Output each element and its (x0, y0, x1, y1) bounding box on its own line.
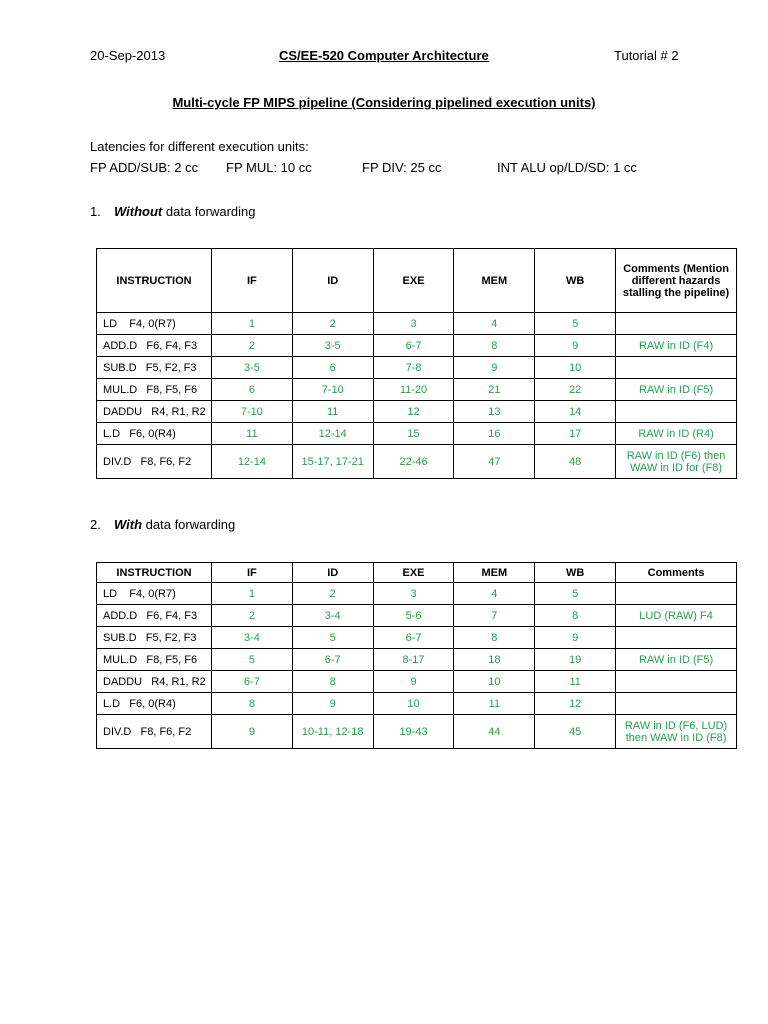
latencies-heading: Latencies for different execution units: (90, 139, 309, 154)
table-row (97, 379, 737, 401)
table-row (97, 649, 737, 671)
id-cell: 8 (292, 671, 373, 693)
latency-fp-mul: FP MUL: 10 cc (226, 160, 312, 175)
if-cell: 9 (211, 715, 292, 749)
mem-cell: 7 (454, 605, 535, 627)
comment-cell (616, 313, 737, 335)
if-cell: 1 (211, 313, 292, 335)
if-cell: 2 (211, 605, 292, 627)
latency-int-alu: INT ALU op/LD/SD: 1 cc (497, 160, 637, 175)
table-row (97, 583, 737, 605)
section-1-heading (90, 204, 255, 219)
exe-cell: 9 (373, 671, 454, 693)
wb-cell: 9 (535, 335, 616, 357)
table-row (97, 357, 737, 379)
header-if: IF (211, 249, 292, 313)
id-cell: 12-14 (292, 423, 373, 445)
id-cell: 7-10 (292, 379, 373, 401)
wb-cell: 12 (535, 693, 616, 715)
header-id: ID (292, 563, 373, 583)
id-cell: 6-7 (292, 649, 373, 671)
mem-cell: 21 (454, 379, 535, 401)
header-course-title: CS/EE-520 Computer Architecture (279, 48, 489, 63)
comment-cell (616, 583, 737, 605)
exe-cell: 12 (373, 401, 454, 423)
instruction-cell: LD F4, 0(R7) (97, 583, 212, 605)
wb-cell: 45 (535, 715, 616, 749)
id-cell: 9 (292, 693, 373, 715)
wb-cell: 9 (535, 627, 616, 649)
instruction-cell: DIV.D F8, F6, F2 (97, 445, 212, 479)
comment-cell: LUD (RAW) F4 (616, 605, 737, 627)
if-cell: 6 (211, 379, 292, 401)
exe-cell: 5-6 (373, 605, 454, 627)
header-exe: EXE (373, 563, 454, 583)
header-instruction: INSTRUCTION (97, 249, 212, 313)
comment-cell (616, 357, 737, 379)
table-row (97, 401, 737, 423)
exe-cell: 6-7 (373, 627, 454, 649)
latency-fp-div: FP DIV: 25 cc (362, 160, 442, 175)
exe-cell: 10 (373, 693, 454, 715)
id-cell: 3-4 (292, 605, 373, 627)
table-row (97, 715, 737, 749)
if-cell: 7-10 (211, 401, 292, 423)
wb-cell: 11 (535, 671, 616, 693)
mem-cell: 10 (454, 671, 535, 693)
instruction-cell: DADDU R4, R1, R2 (97, 671, 212, 693)
mem-cell: 8 (454, 335, 535, 357)
if-cell: 6-7 (211, 671, 292, 693)
wb-cell: 22 (535, 379, 616, 401)
if-cell: 3-5 (211, 357, 292, 379)
comment-cell: RAW in ID (F4) (616, 335, 737, 357)
exe-cell: 7-8 (373, 357, 454, 379)
exe-cell: 3 (373, 583, 454, 605)
wb-cell: 48 (535, 445, 616, 479)
exe-cell: 19-43 (373, 715, 454, 749)
if-cell: 11 (211, 423, 292, 445)
latencies-line (90, 160, 750, 178)
id-cell: 15-17, 17-21 (292, 445, 373, 479)
header-wb: WB (535, 563, 616, 583)
header-exe: EXE (373, 249, 454, 313)
table-header-row (97, 249, 737, 313)
instruction-cell: SUB.D F5, F2, F3 (97, 357, 212, 379)
mem-cell: 11 (454, 693, 535, 715)
header-mem: MEM (454, 249, 535, 313)
instruction-cell: ADD.D F6, F4, F3 (97, 335, 212, 357)
table-with-forwarding (96, 562, 737, 749)
id-cell: 2 (292, 313, 373, 335)
exe-cell: 22-46 (373, 445, 454, 479)
comment-cell: RAW in ID (F5) (616, 649, 737, 671)
mem-cell: 13 (454, 401, 535, 423)
header-if: IF (211, 563, 292, 583)
id-cell: 10-11, 12-18 (292, 715, 373, 749)
wb-cell: 5 (535, 313, 616, 335)
mem-cell: 8 (454, 627, 535, 649)
section-1-number: 1. (90, 204, 101, 219)
page-title: Multi-cycle FP MIPS pipeline (Considering pipelined execution units) (172, 95, 596, 110)
table-row (97, 693, 737, 715)
wb-cell: 5 (535, 583, 616, 605)
mem-cell: 16 (454, 423, 535, 445)
header-instruction: INSTRUCTION (97, 563, 212, 583)
section-2-emphasis: With (114, 517, 143, 532)
comment-cell (616, 627, 737, 649)
instruction-cell: MUL.D F8, F5, F6 (97, 649, 212, 671)
header-tutorial-number: Tutorial # 2 (614, 48, 679, 63)
if-cell: 3-4 (211, 627, 292, 649)
instruction-cell: L.D F6, 0(R4) (97, 423, 212, 445)
id-cell: 5 (292, 627, 373, 649)
mem-cell: 4 (454, 313, 535, 335)
header-comments: Comments (Mention different hazards stalling the pipeline) (616, 249, 737, 313)
mem-cell: 18 (454, 649, 535, 671)
table-row (97, 671, 737, 693)
header-id: ID (292, 249, 373, 313)
comment-cell: RAW in ID (F6, LUD) then WAW in ID (F8) (616, 715, 737, 749)
comment-cell (616, 401, 737, 423)
instruction-cell: LD F4, 0(R7) (97, 313, 212, 335)
if-cell: 8 (211, 693, 292, 715)
section-1-emphasis: Without (114, 204, 163, 219)
table-row (97, 445, 737, 479)
exe-cell: 8-17 (373, 649, 454, 671)
section-1-rest: data forwarding (162, 204, 256, 219)
table-header-row (97, 563, 737, 583)
comment-cell: RAW in ID (R4) (616, 423, 737, 445)
instruction-cell: SUB.D F5, F2, F3 (97, 627, 212, 649)
exe-cell: 15 (373, 423, 454, 445)
comment-cell (616, 671, 737, 693)
mem-cell: 47 (454, 445, 535, 479)
instruction-cell: MUL.D F8, F5, F6 (97, 379, 212, 401)
exe-cell: 11-20 (373, 379, 454, 401)
id-cell: 2 (292, 583, 373, 605)
header-date: 20-Sep-2013 (90, 48, 166, 63)
section-2-heading (90, 517, 235, 532)
if-cell: 1 (211, 583, 292, 605)
table-row (97, 605, 737, 627)
section-2-number: 2. (90, 517, 101, 532)
latency-fp-add-sub: FP ADD/SUB: 2 cc (90, 160, 199, 175)
comment-cell: RAW in ID (F5) (616, 379, 737, 401)
instruction-cell: ADD.D F6, F4, F3 (97, 605, 212, 627)
if-cell: 2 (211, 335, 292, 357)
table-row (97, 313, 737, 335)
id-cell: 6 (292, 357, 373, 379)
table-row (97, 423, 737, 445)
instruction-cell: DIV.D F8, F6, F2 (97, 715, 212, 749)
mem-cell: 4 (454, 583, 535, 605)
wb-cell: 17 (535, 423, 616, 445)
instruction-cell: DADDU R4, R1, R2 (97, 401, 212, 423)
header-comments: Comments (616, 563, 737, 583)
mem-cell: 44 (454, 715, 535, 749)
instruction-cell: L.D F6, 0(R4) (97, 693, 212, 715)
table-row (97, 335, 737, 357)
id-cell: 3-5 (292, 335, 373, 357)
exe-cell: 6-7 (373, 335, 454, 357)
exe-cell: 3 (373, 313, 454, 335)
comment-cell (616, 693, 737, 715)
mem-cell: 9 (454, 357, 535, 379)
id-cell: 11 (292, 401, 373, 423)
if-cell: 12-14 (211, 445, 292, 479)
table-row (97, 627, 737, 649)
comment-cell: RAW in ID (F6) then WAW in ID for (F8) (616, 445, 737, 479)
wb-cell: 8 (535, 605, 616, 627)
section-2-rest: data forwarding (142, 517, 236, 532)
table-without-forwarding (96, 248, 737, 479)
wb-cell: 14 (535, 401, 616, 423)
header-mem: MEM (454, 563, 535, 583)
wb-cell: 10 (535, 357, 616, 379)
if-cell: 5 (211, 649, 292, 671)
wb-cell: 19 (535, 649, 616, 671)
header-wb: WB (535, 249, 616, 313)
